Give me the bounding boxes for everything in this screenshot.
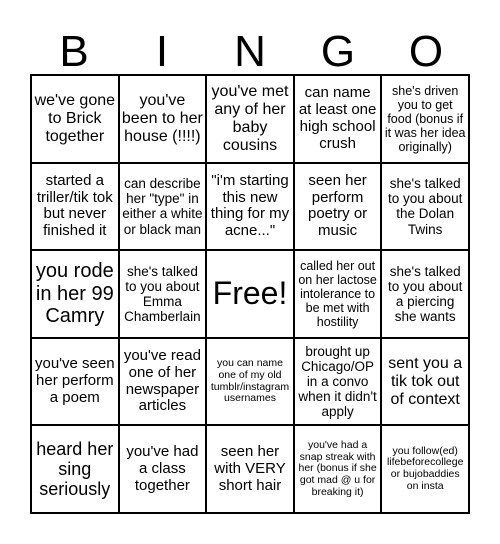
free-space-cell[interactable]: Free! (206, 250, 294, 338)
title-letter-g: G (320, 27, 356, 76)
bingo-cell[interactable]: started a triller/tik tok but never finished it (31, 163, 119, 251)
bingo-title (30, 28, 470, 76)
bingo-cell[interactable]: you've been to her house (!!!!) (119, 75, 207, 163)
title-letter-n: N (234, 27, 266, 76)
bingo-cell[interactable]: you rode in her 99 Camry (31, 250, 119, 338)
bingo-cell[interactable]: she's talked to you about a piercing she wants (381, 250, 469, 338)
bingo-cell[interactable]: seen her with VERY short hair (206, 425, 294, 513)
bingo-cell[interactable]: heard her sing seriously (31, 425, 119, 513)
bingo-cell[interactable]: you've had a class together (119, 425, 207, 513)
bingo-cell[interactable]: you can name one of my old tumblr/instagram usernames (206, 338, 294, 426)
title-letter-i: I (155, 27, 169, 76)
bingo-cell[interactable]: called her out on her lactose intolerance to be met with hostility (294, 250, 382, 338)
bingo-cell[interactable]: we've gone to Brick together (31, 75, 119, 163)
bingo-cell[interactable]: you follow(ed) lifebeforecollege or bujobaddies on insta (381, 425, 469, 513)
bingo-card (30, 74, 470, 514)
bingo-cell[interactable]: brought up Chicago/OP in a convo when it didn't apply (294, 338, 382, 426)
bingo-cell[interactable]: she's driven you to get food (bonus if it was her idea originally) (381, 75, 469, 163)
bingo-cell[interactable]: you've had a snap streak with her (bonus if she got mad @ u for breaking it) (294, 425, 382, 513)
bingo-cell[interactable]: can name at least one high school crush (294, 75, 382, 163)
bingo-cell[interactable]: sent you a tik tok out of context (381, 338, 469, 426)
title-letter-b: B (59, 27, 89, 76)
bingo-cell[interactable]: you've read one of her newspaper articles (119, 338, 207, 426)
bingo-cell[interactable]: seen her perform poetry or music (294, 163, 382, 251)
bingo-cell[interactable]: can describe her "type" in either a white or black man (119, 163, 207, 251)
bingo-cell[interactable]: she's talked to you about the Dolan Twins (381, 163, 469, 251)
bingo-cell[interactable]: you've seen her perform a poem (31, 338, 119, 426)
bingo-cell[interactable]: you've met any of her baby cousins (206, 75, 294, 163)
bingo-cell[interactable]: "i'm starting this new thing for my acne..." (206, 163, 294, 251)
title-letter-o: O (408, 27, 444, 76)
bingo-cell[interactable]: she's talked to you about Emma Chamberlain (119, 250, 207, 338)
